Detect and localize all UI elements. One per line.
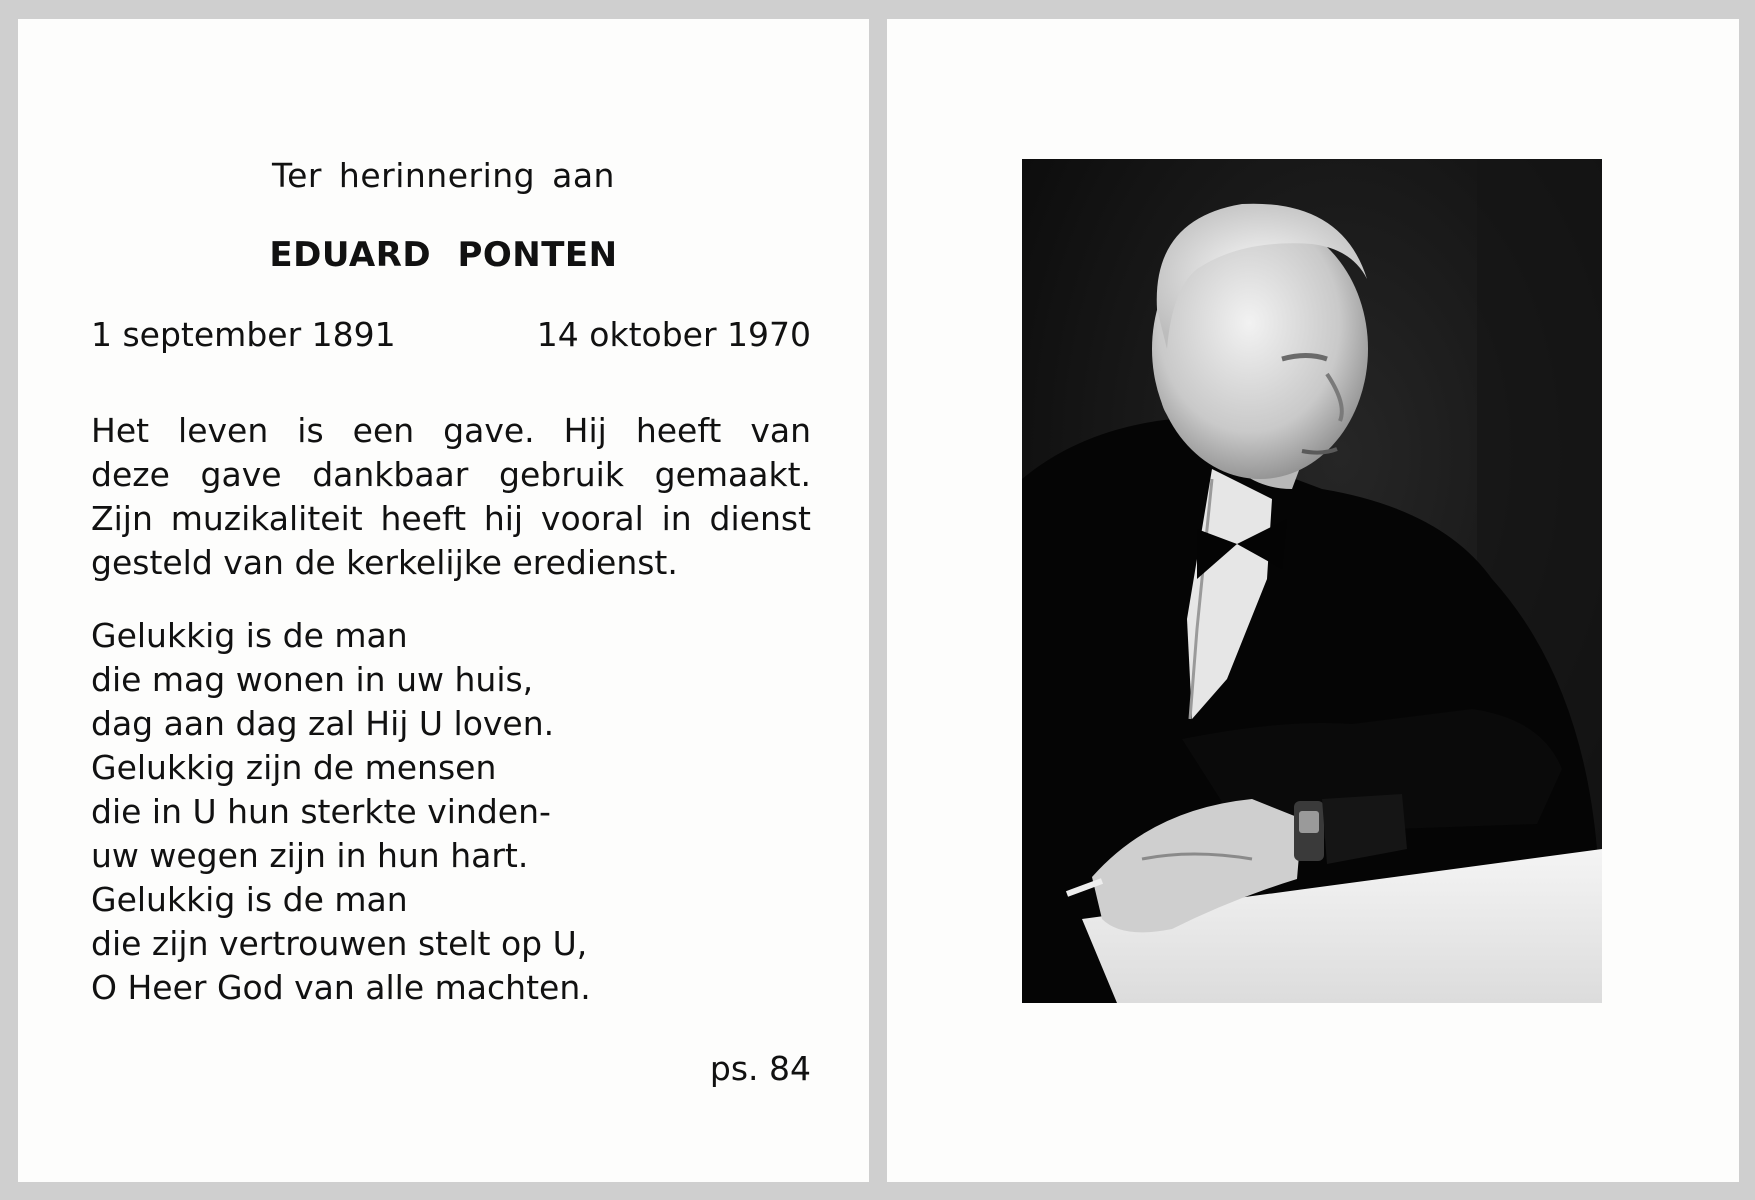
intro-line: Ter herinnering aan — [272, 156, 615, 195]
psalm-line: die in U hun sterkte vinden- — [91, 792, 551, 831]
psalm-line: die mag wonen in uw huis, — [91, 660, 534, 699]
dedication-line: Het leven is een gave. Hij heeft van — [91, 411, 811, 450]
dedication-text — [91, 409, 811, 585]
psalm-line: O Heer God van alle machten. — [91, 968, 591, 1007]
psalm-text — [91, 614, 811, 1010]
psalm-line: Gelukkig zijn de mensen — [91, 748, 497, 787]
dedication-line: gesteld van de kerkelijke eredienst. — [91, 543, 678, 582]
dedication-line: deze gave dankbaar gebruik gemaakt. — [91, 455, 811, 494]
psalm-line: Gelukkig is de man — [91, 616, 408, 655]
portrait-illustration — [1022, 159, 1602, 1003]
memorial-card-photo-side — [887, 19, 1739, 1182]
memorial-card-text-side — [18, 19, 869, 1182]
death-date: 14 oktober 1970 — [536, 315, 811, 354]
psalm-line: uw wegen zijn in hun hart. — [91, 836, 529, 875]
psalm-reference: ps. 84 — [709, 1049, 811, 1088]
portrait-photo — [1022, 159, 1602, 1003]
psalm-line: dag aan dag zal Hij U loven. — [91, 704, 555, 743]
dedication-line: Zijn muzikaliteit heeft hij vooral in dienst — [91, 499, 811, 538]
psalm-line: Gelukkig is de man — [91, 880, 408, 919]
deceased-name: EDUARD PONTEN — [269, 235, 618, 275]
psalm-line: die zijn vertrouwen stelt op U, — [91, 924, 588, 963]
life-dates — [91, 315, 811, 354]
birth-date: 1 september 1891 — [91, 315, 396, 354]
